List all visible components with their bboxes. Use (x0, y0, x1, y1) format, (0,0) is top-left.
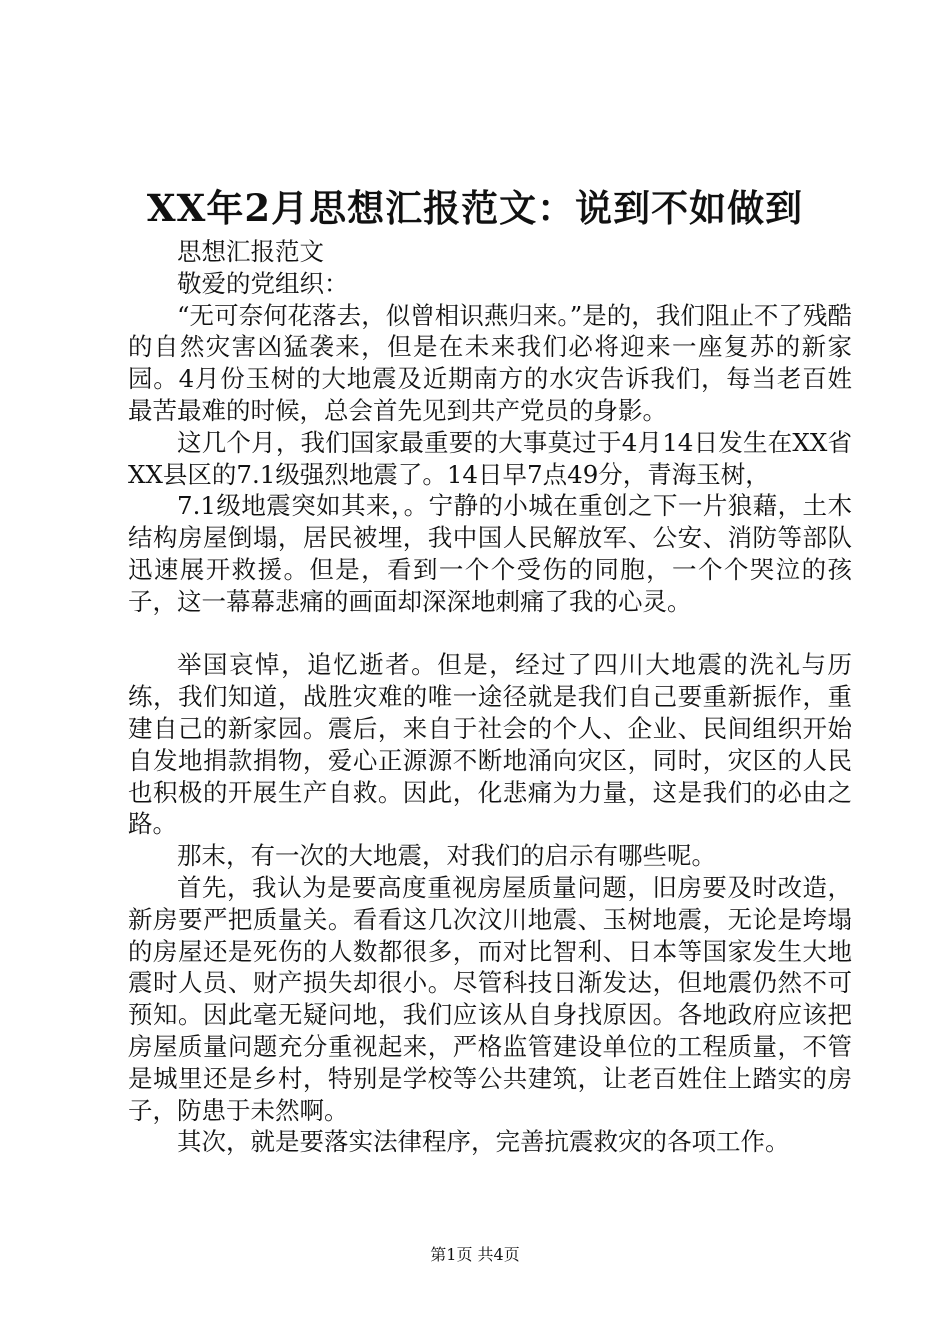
document-body (128, 236, 852, 1158)
paragraph: 举国哀悼，追忆逝者。但是，经过了四川大地震的洗礼与历练，我们知道，战胜灾难的唯一途径就是我们自己要重新振作，重建自己的新家园。震后，来自于社会的个人、企业、民间组织开始自发地捐款捐物，爱心正源源不断地涌向灾区，同时，灾区的人民也积极的开展生产自救。因此，化悲痛为力量，这是我们的必由之路。 (128, 650, 852, 839)
paragraph: 首先，我认为是要高度重视房屋质量问题，旧房要及时改造，新房要严把质量关。看看这几次汶川地震、玉树地震，无论是垮塌的房屋还是死伤的人数都很多，而对比智利、日本等国家发生大地震时人员、财产损失却很小。尽管科技日渐发达，但地震仍然不可预知。因此毫无疑问地，我们应该从自身找原因。各地政府应该把房屋质量问题充分重视起来，严格监管建设单位的工程质量，不管是城里还是乡村，特别是学校等公共建筑，让老百姓住上踏实的房子，防患于未然啊。 (128, 872, 852, 1125)
paragraph-salutation: 敬爱的党组织： (177, 268, 349, 298)
document-title: XX年2月思想汇报范文：说到不如做到 (146, 186, 804, 230)
paragraph: 其次，就是要落实法律程序，完善抗震救灾的各项工作。 (177, 1127, 790, 1157)
paragraph: 7.1级地震突如其来，。宁静的小城在重创之下一片狼藉，土木结构房屋倒塌，居民被埋，我中国人民解放军、公安、消防等部队迅速展开救援。但是，看到一个个受伤的同胞，一个个哭泣的孩子，这一幕幕悲痛的画面却深深地刺痛了我的心灵。 (128, 491, 852, 616)
paragraph: “无可奈何花落去，似曾相识燕归来。”是的，我们阻止不了残酷的自然灾害凶猛袭来，但是在未来我们必将迎来一座复苏的新家园。4月份玉树的大地震及近期南方的水灾告诉我们，每当老百姓最苦最难的时候，总会首先见到共产党员的身影。 (128, 300, 852, 425)
paragraph: 那末，有一次的大地震，对我们的启示有哪些呢。 (177, 841, 716, 871)
paragraph-gap (128, 618, 852, 650)
page-number: 第1页 共4页 (430, 1245, 520, 1264)
paragraph-heading: 思想汇报范文 (177, 237, 324, 266)
paragraph: 这几个月，我们国家最重要的大事莫过于4月14日发生在XX省XX县区的7.1级强烈地震了。14日早7点49分，青海玉树， (128, 427, 852, 489)
